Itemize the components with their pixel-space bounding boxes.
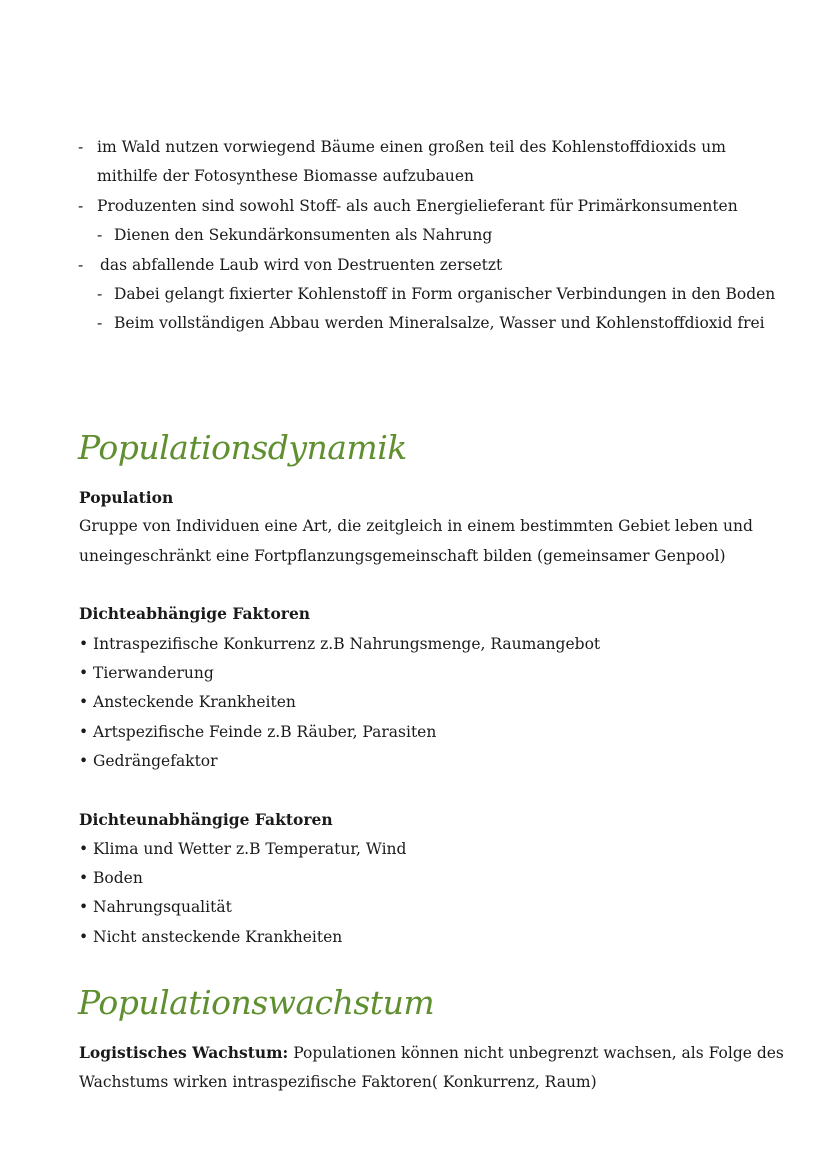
bullet-marker: •: [79, 723, 89, 741]
logistic-growth-text: Populationen können nicht unbegrenzt wachsen, als Folge des: [293, 1044, 784, 1062]
list-item: Gedrängefaktor: [93, 752, 218, 770]
bullet-marker: •: [79, 928, 89, 946]
bullet-marker: •: [79, 664, 89, 682]
list-item-text: Beim vollständigen Abbau werden Mineralsalze, Wasser und Kohlenstoffdioxid frei: [114, 314, 765, 332]
dash-marker: -: [97, 285, 103, 303]
dash-marker: -: [78, 197, 84, 215]
dash-marker: -: [97, 314, 103, 332]
logistic-growth-paragraph: [79, 1042, 784, 1064]
list-item-text: im Wald nutzen vorwiegend Bäume einen großen teil des Kohlenstoffdioxids um: [97, 138, 726, 156]
population-title: Population: [79, 488, 174, 507]
bullet-marker: •: [79, 840, 89, 858]
list-item: Ansteckende Krankheiten: [93, 693, 296, 711]
list-item-text: Dabei gelangt fixierter Kohlenstoff in Form organischer Verbindungen in den Boden: [114, 285, 776, 303]
dash-marker: -: [78, 256, 84, 274]
section-heading-populationswachstum: Populationswachstum: [78, 983, 435, 1022]
list-item: Boden: [93, 869, 143, 887]
bullet-marker: •: [79, 752, 89, 770]
dash-marker: -: [97, 226, 103, 244]
list-item-text: das abfallende Laub wird von Destruenten zersetzt: [100, 256, 503, 274]
logistic-growth-title: Logistisches Wachstum:: [79, 1043, 289, 1062]
bullet-marker: •: [79, 693, 89, 711]
list-item: Artspezifische Feinde z.B Räuber, Parasiten: [93, 723, 437, 741]
list-item: Nicht ansteckende Krankheiten: [93, 928, 343, 946]
dependent-factors-title: Dichteabhängige Faktoren: [79, 604, 311, 623]
list-item-text: Dienen den Sekundärkonsumenten als Nahrung: [114, 226, 493, 244]
bullet-marker: •: [79, 898, 89, 916]
bullet-marker: •: [79, 635, 89, 653]
population-definition-line: uneingeschränkt eine Fortpflanzungsgemeinschaft bilden (gemeinsamer Genpool): [79, 547, 726, 565]
logistic-growth-text-line2: Wachstums wirken intraspezifische Faktoren( Konkurrenz, Raum): [79, 1073, 597, 1091]
list-item: Intraspezifische Konkurrenz z.B Nahrungsmenge, Raumangebot: [93, 635, 601, 653]
independent-factors-title: Dichteunabhängige Faktoren: [79, 810, 333, 829]
list-item: Klima und Wetter z.B Temperatur, Wind: [93, 840, 407, 858]
list-item: Tierwanderung: [93, 664, 214, 682]
bullet-marker: •: [79, 869, 89, 887]
population-definition-line: Gruppe von Individuen eine Art, die zeitgleich in einem bestimmten Gebiet leben und: [79, 517, 753, 535]
section-heading-populationsdynamik: Populationsdynamik: [78, 428, 407, 467]
list-item-text: mithilfe der Fotosynthese Biomasse aufzubauen: [97, 167, 475, 185]
list-item-text: Produzenten sind sowohl Stoff- als auch Energielieferant für Primärkonsumenten: [97, 197, 738, 215]
dash-marker: -: [78, 138, 84, 156]
list-item: Nahrungsqualität: [93, 898, 232, 916]
